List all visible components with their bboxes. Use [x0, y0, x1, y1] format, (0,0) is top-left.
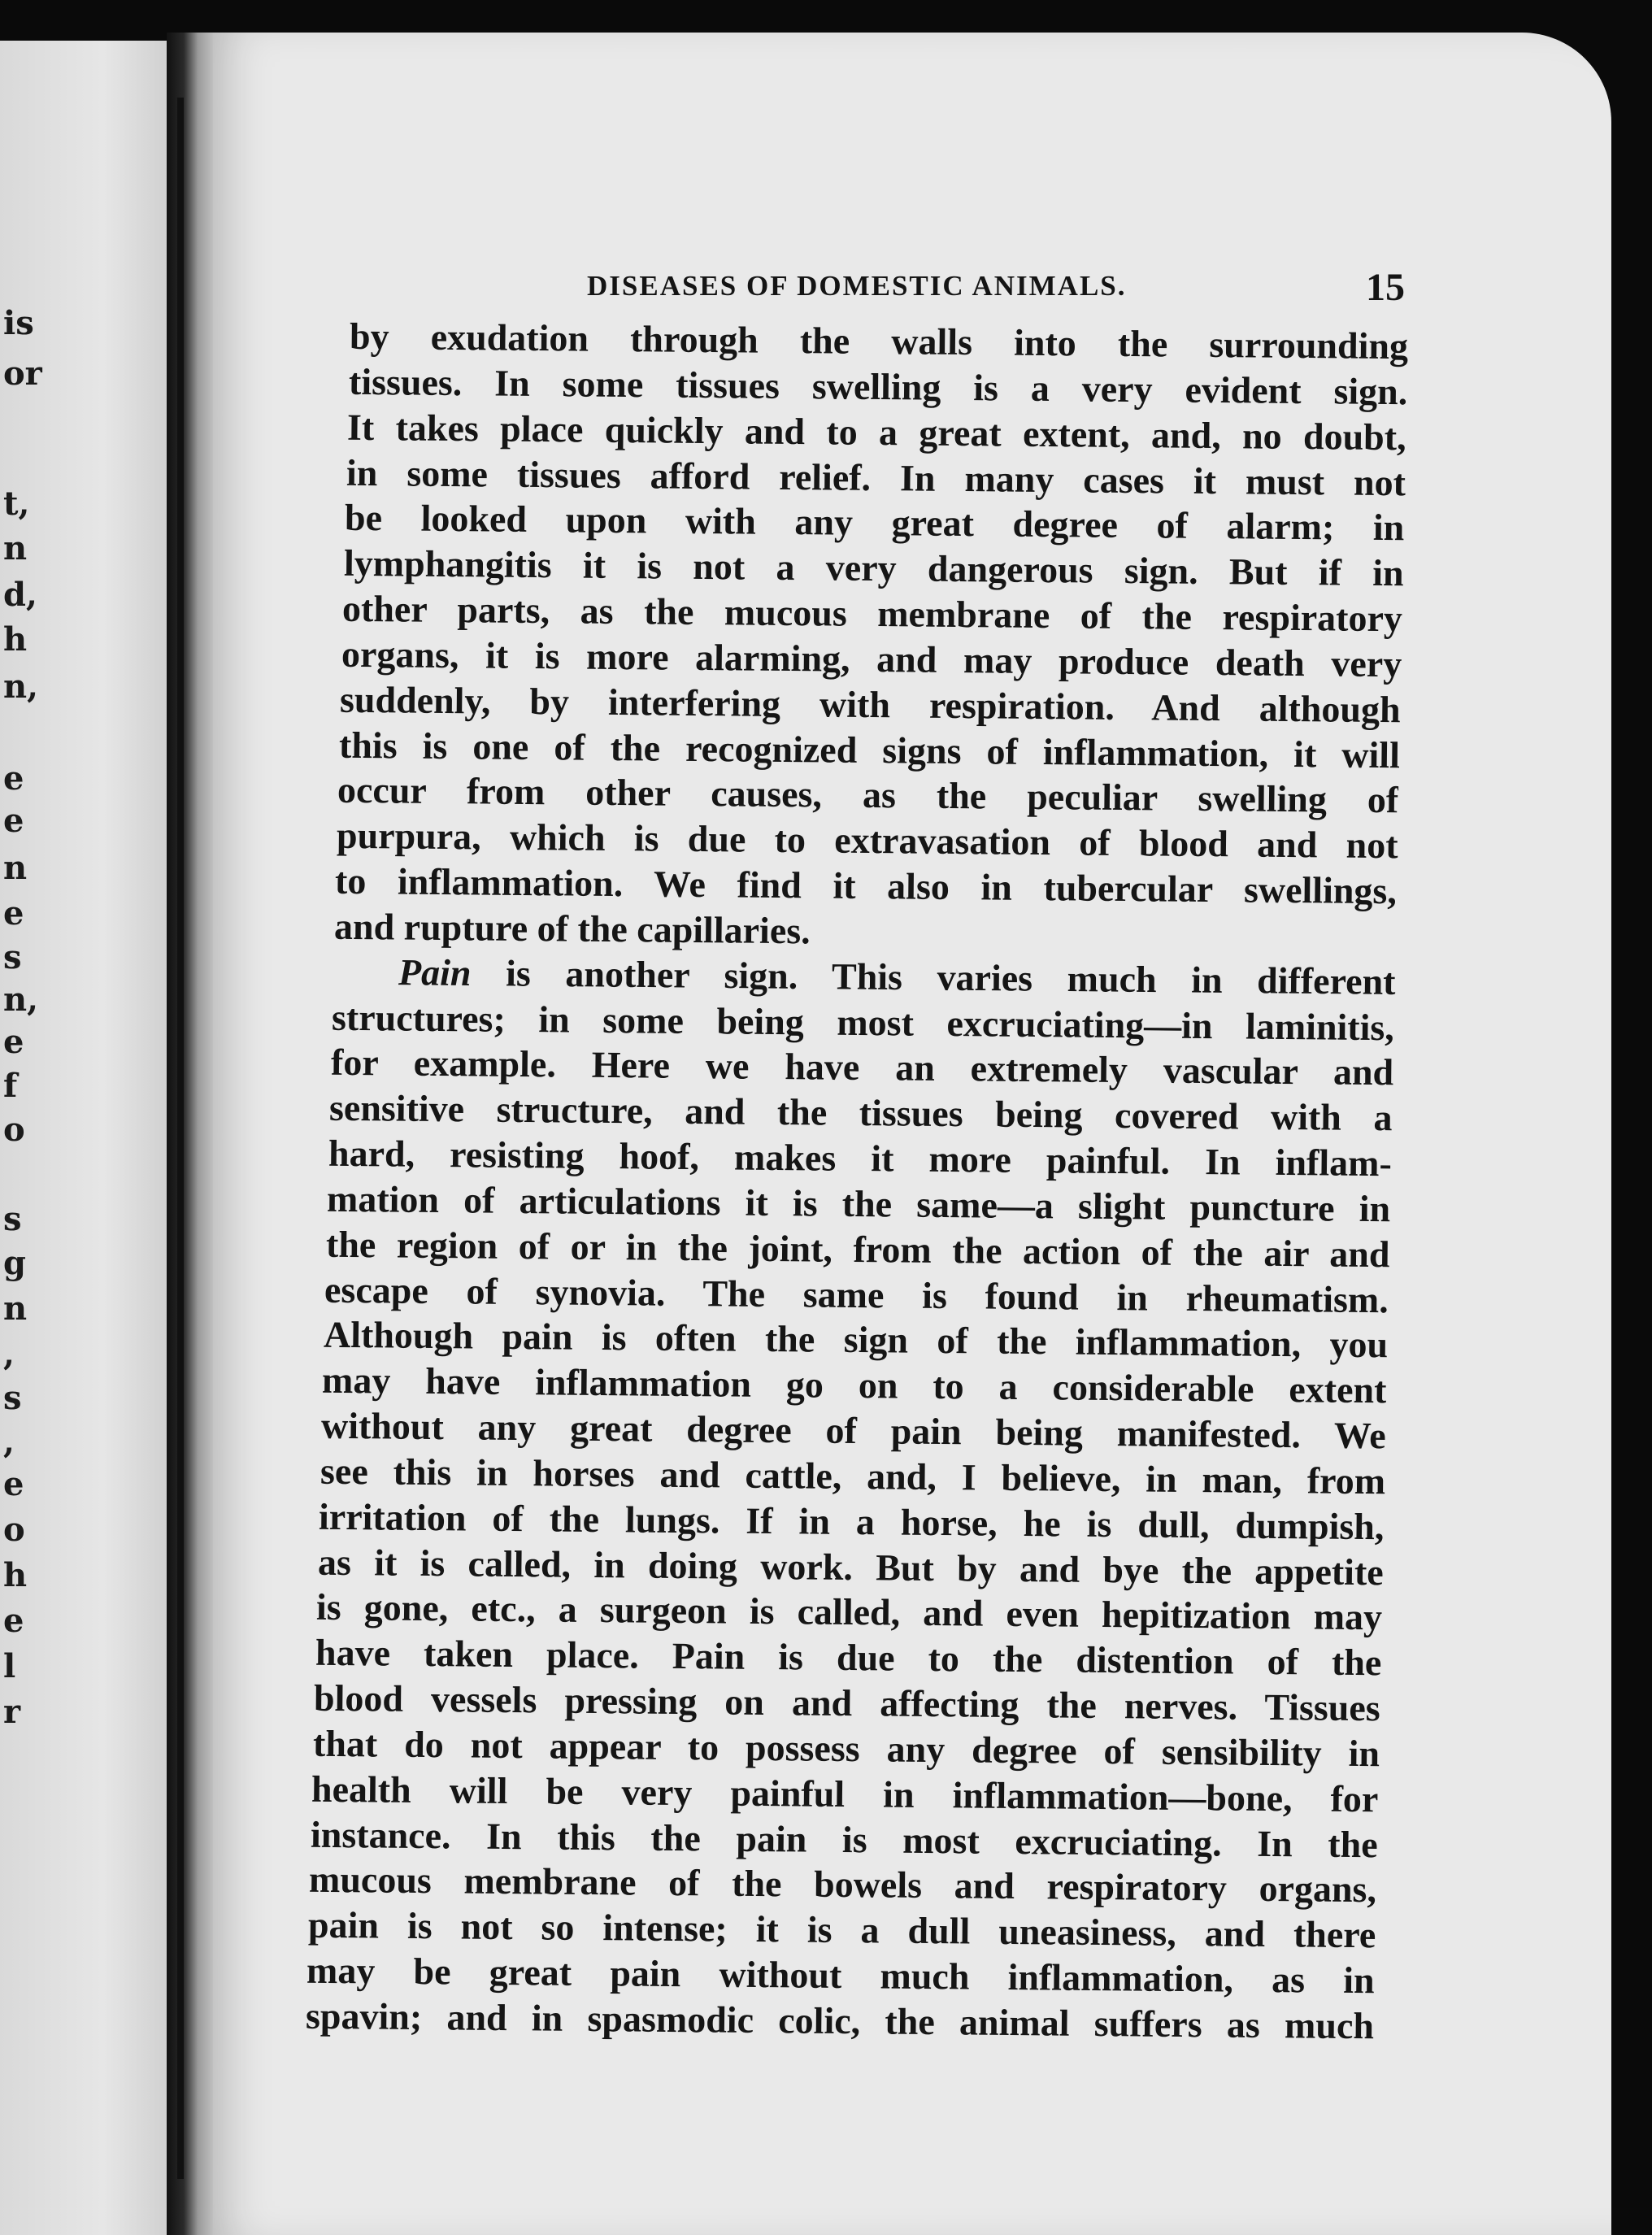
text-line-content: instance. In this the pain is most excruciating. In the — [310, 1813, 1378, 1865]
facing-page-char: o — [3, 1111, 25, 1149]
facing-page-char: is — [3, 304, 34, 342]
text-line-content: sensitive structure, and the tissues being covered with a — [328, 1086, 1393, 1139]
text-line-content: escape of synovia. The same is found in rheumatism. — [324, 1268, 1389, 1320]
text-line-content: the region of or in the joint, from the action of the air and — [325, 1223, 1390, 1276]
facing-page-char: t, — [3, 485, 30, 523]
text-line-content: is another sign. This varies much in different — [470, 951, 1396, 1002]
facing-page-char: n — [3, 1289, 28, 1328]
text-line-content: may have inflammation go on to a considerable extent — [322, 1359, 1388, 1411]
facing-page-char: e — [3, 802, 24, 840]
facing-page-char: n — [3, 529, 28, 567]
text-line-content: this is one of the recognized signs of inflammation, it will — [338, 724, 1400, 776]
facing-page-char: s — [3, 1379, 22, 1417]
text-line-content: as it is called, in doing work. But by and bye the appetite — [317, 1541, 1384, 1593]
facing-page-char: n, — [3, 981, 39, 1019]
text-line-content: lymphangitis it is not a very dangerous sign. But if in — [343, 541, 1404, 594]
facing-page-char: e — [3, 1602, 24, 1640]
text-line-content: organs, it is more alarming, and may produce death very — [341, 633, 1402, 685]
text-line-content: health will be very painful in inflammation—bone, for — [311, 1768, 1379, 1820]
text-line-content: Although pain is often the sign of the inflammation, you — [323, 1314, 1389, 1366]
text-line-content: mucous membrane of the bowels and respiratory organs, — [309, 1859, 1377, 1911]
running-head — [213, 266, 1611, 319]
running-head-title: DISEASES OF DOMESTIC ANIMALS. — [587, 270, 1127, 302]
facing-page-char: e — [3, 1465, 24, 1503]
facing-page-char: h — [3, 620, 28, 659]
italic-lead-word: Pain — [398, 950, 472, 994]
facing-page-char: l — [3, 1647, 16, 1685]
text-line-content: that do not appear to possess any degree of sensibility in — [312, 1722, 1380, 1775]
text-line-content: may be great pain without much inflammation, as in — [306, 1949, 1376, 2002]
text-line-content: irritation of the lungs. If in a horse, he is dull, dumpish, — [318, 1495, 1385, 1548]
facing-page-char: or — [3, 354, 42, 393]
text-line-content: is gone, etc., a surgeon is called, and even hepitization may — [315, 1586, 1383, 1638]
text-line-content: It takes place quickly and to a great extent, and, no doubt, — [346, 406, 1406, 458]
facing-page-char: r — [3, 1693, 21, 1731]
facing-page-char: h — [3, 1556, 28, 1594]
facing-page-char: e — [3, 759, 24, 798]
text-line — [306, 1994, 1374, 2050]
facing-page-char: o — [3, 1511, 25, 1549]
text-line-content: for example. Here we have an extremely vascular and — [330, 1041, 1394, 1094]
text-line-content: purpura, which is due to extravasation of blood and not — [336, 814, 1398, 867]
facing-page-char: d, — [3, 576, 37, 614]
text-line-content: tissues. In some tissues swelling is a very evident sign. — [348, 360, 1408, 413]
facing-page-char: f — [3, 1067, 18, 1105]
text-line-content: and rupture of the capillaries. — [333, 905, 811, 952]
text-line-content: mation of articulations it is the same—a slight puncture in — [327, 1177, 1391, 1230]
facing-page-char: e — [3, 1023, 24, 1061]
facing-page-char: n, — [3, 667, 39, 706]
text-line-content: be looked upon with any great degree of alarm; in — [344, 497, 1405, 549]
facing-page-edge — [0, 41, 172, 2235]
facing-page-char: s — [3, 1200, 22, 1238]
page-number: 15 — [1366, 266, 1405, 309]
text-line-content: other parts, as the mucous membrane of the respiratory — [342, 587, 1403, 640]
text-line-content: in some tissues afford relief. In many cases it must not — [346, 451, 1406, 503]
text-line-content: pain is not so intense; it is a dull uneasiness, and there — [307, 1904, 1376, 1956]
text-line-content: see this in horses and cattle, and, I believe, in man, from — [320, 1450, 1385, 1502]
text-line-content: have taken place. Pain is due to the distention of the — [315, 1632, 1382, 1684]
facing-page-char: , — [3, 1335, 15, 1373]
facing-page-char: s — [3, 938, 22, 976]
facing-page-char: , — [3, 1423, 15, 1461]
facing-page-char: n — [3, 849, 28, 887]
binding-shadow — [177, 98, 184, 2179]
text-line-content: suddenly, by interfering with respiration. And although — [340, 678, 1402, 730]
text-line-content: without any great degree of pain being manifested. We — [320, 1404, 1386, 1457]
text-line-content: structures; in some being most excruciating—in laminitis, — [331, 996, 1395, 1048]
text-line-content: spavin; and in spasmodic colic, the animal suffers as much — [305, 1994, 1375, 2047]
facing-page-char: e — [3, 894, 24, 933]
text-line-content: to inflammation. We find it also in tubercular swellings, — [335, 859, 1398, 912]
text-line-content: hard, resisting hoof, makes it more painful. In inflam- — [328, 1132, 1392, 1185]
text-line-content: blood vessels pressing on and affecting the nerves. Tissues — [313, 1676, 1381, 1729]
facing-page-char: g — [3, 1244, 26, 1282]
text-line-content: occur from other causes, as the peculiar swelling of — [337, 769, 1399, 821]
book-page — [213, 33, 1611, 2235]
text-line-content: by exudation through the walls into the surrounding — [349, 315, 1409, 367]
